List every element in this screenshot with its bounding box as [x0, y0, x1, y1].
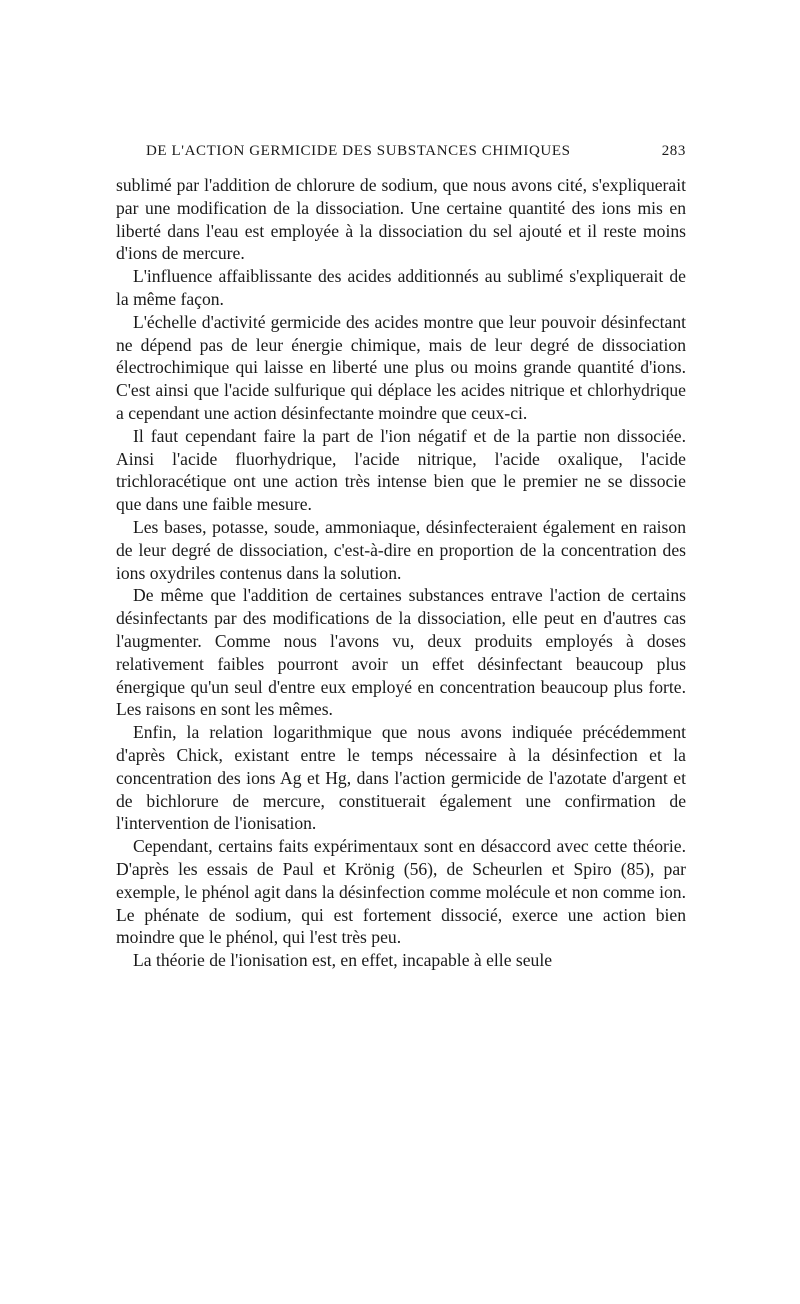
- paragraph: L'influence affaiblissante des acides additionnés au sublimé s'expliquerait de la même façon.: [116, 266, 686, 309]
- paragraph-continued: sublimé par l'addition de chlorure de sodium, que nous avons cité, s'expliquerait par une modification de la dissociation. Une certaine quantité des ions mis en liberté dans l'eau est employée à la dissociation du sel ajouté et il reste moins d'ions de mercure.: [116, 175, 686, 264]
- page-number: 283: [661, 143, 686, 159]
- book-page: [116, 143, 686, 972]
- paragraph: Cependant, certains faits expérimentaux sont en désaccord avec cette théorie. D'après les essais de Paul et Krönig (56), de Scheurlen et Spiro (85), par exemple, le phénol agit dans la désinfection comme molécule et non comme ion. Le phénate de sodium, qui est fortement dissocié, exerce une action bien moindre que le phénol, qui l'est très peu.: [116, 836, 686, 948]
- paragraph: L'échelle d'activité germicide des acides montre que leur pouvoir désinfectant ne dépend pas de leur énergie chimique, mais de leur degré de dissociation électrochimique qui laisse en liberté une plus ou moins grande quantité d'ions. C'est ainsi que l'acide sulfurique qui déplace les acides nitrique et chlorhydrique a cependant une action désinfectante moindre que ceux-ci.: [116, 311, 686, 423]
- paragraph: De même que l'addition de certaines substances entrave l'action de certains désinfectants par des modifications de la dissociation, elle peut en d'autres cas l'augmenter. Comme nous l'avons vu, deux produits employés à doses relativement faibles pourront avoir un effet désinfectant beaucoup plus énergique qu'un seul d'entre eux employé en concentration beaucoup plus forte. Les raisons en sont les mêmes.: [116, 585, 686, 720]
- paragraph: La théorie de l'ionisation est, en effet, incapable à elle seule: [133, 950, 553, 971]
- paragraph: Les bases, potasse, soude, ammoniaque, désinfecteraient également en raison de leur degré de dissociation, c'est-à-dire en proportion de la concentration des ions oxydriles contenus dans la solution.: [116, 516, 686, 583]
- paragraph: Il faut cependant faire la part de l'ion négatif et de la partie non dissociée. Ainsi l'acide fluorhydrique, l'acide nitrique, l'acide oxalique, l'acide trichloracétique ont une action très intense bien que le premier ne se dissocie que dans une faible mesure.: [116, 425, 686, 515]
- paragraph: Enfin, la relation logarithmique que nous avons indiquée précédemment d'après Chick, existant entre le temps nécessaire à la désinfection et la concentration des ions Ag et Hg, dans l'action germicide de l'azotate d'argent et de bichlorure de mercure, constituerait également une confirmation de l'intervention de l'ionisation.: [116, 722, 686, 834]
- running-title: DE L'ACTION GERMICIDE DES SUBSTANCES CHIMIQUES: [146, 143, 571, 159]
- body-text: [116, 174, 686, 972]
- running-head: [146, 143, 686, 160]
